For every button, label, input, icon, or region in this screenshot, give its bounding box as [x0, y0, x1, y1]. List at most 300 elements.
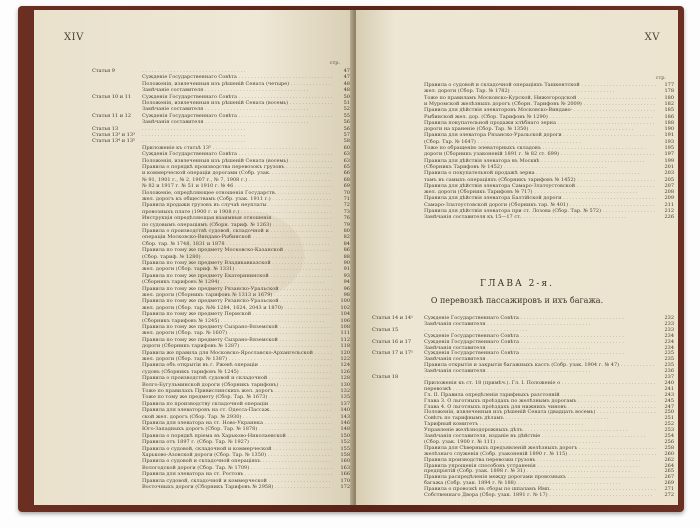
toc-entry-page: 201: [664, 163, 674, 170]
toc-entry-page: 143: [340, 413, 350, 420]
toc-entry-page: 265: [664, 468, 674, 475]
toc-entry-page: 51: [343, 100, 350, 106]
toc-entry: [34, 94, 354, 100]
toc-entry-page: 226: [664, 214, 674, 221]
toc-entry-page: 112: [340, 336, 350, 343]
toc-entry-page: 258: [664, 444, 674, 451]
toc-entry: [34, 254, 354, 260]
toc-entry-page: 254: [664, 433, 674, 439]
toc-entry-article: Статья 15: [372, 326, 399, 333]
toc-entry-page: 197: [664, 151, 674, 158]
toc-entry: [34, 151, 354, 157]
toc-entry: [34, 350, 354, 356]
toc-entry-page: 237: [664, 374, 674, 380]
toc-entry-title: [142, 132, 332, 138]
toc-entry-page: 57: [343, 132, 350, 138]
right-page-number: XV: [644, 32, 660, 43]
toc-entry: [34, 81, 354, 87]
toc-entry-page: 120: [340, 349, 350, 356]
toc-entry-page: 177: [664, 82, 674, 88]
toc-entry-title: Сбор. тар. № 1748, 1831 и 1878 . . .: [142, 241, 332, 247]
toc-entry-title: Правила о порядкѣ пріема въ Харьково-Николаевской . . .: [142, 433, 332, 439]
toc-entry: [34, 465, 354, 471]
toc-entry: [34, 279, 354, 285]
toc-entry-title: жел. дороги (Сбор. тар. № 1387) . . .: [142, 356, 332, 362]
toc-entry: [34, 375, 354, 381]
toc-entry: [34, 484, 354, 490]
toc-entry: [356, 82, 678, 88]
toc-entry-page: 128: [340, 375, 350, 382]
toc-entry-page: 58: [343, 138, 350, 145]
toc-entry-page: 118: [340, 343, 350, 350]
toc-entry-title: Совѣтъ по тарифнымъ дѣламъ . . .: [424, 415, 656, 421]
toc-entry-page: 172: [340, 484, 350, 490]
toc-entry: [356, 208, 678, 214]
toc-entry: [356, 492, 678, 498]
toc-entry-page: 247: [664, 403, 674, 410]
toc-entry-title: (Сбор. тариф. № 1280) . . .: [142, 254, 332, 260]
toc-entry-title: Правила для элеваторовъ на ст. Одесса-Пассаж. . . .: [142, 407, 332, 413]
toc-entry-title: [142, 68, 332, 74]
toc-entry-title: Положеніе, опредѣляющее отношенія Государств. . . .: [142, 190, 332, 196]
toc-entry-title: Правила для дѣйствія элеваторовъ Московско-Виндаво- . . .: [424, 107, 656, 113]
toc-entry-page: 96: [343, 285, 350, 292]
toc-entry-title: (Сборникъ Тарифовъ № 1452) . . .: [424, 164, 656, 170]
toc-entry-title: (Сборникъ тарифовъ № 1245) . . .: [142, 318, 332, 324]
toc-entry: [34, 446, 354, 452]
toc-entry-page: 111: [340, 330, 350, 337]
toc-entry-page: 56: [343, 119, 350, 126]
toc-entry-page: 150: [340, 432, 350, 439]
toc-entry-title: Правила для элеватора на ст. Ростовъ . . .: [142, 471, 332, 477]
toc-entry-title: Сужденіе Государственнаго Совѣта . . .: [424, 333, 656, 339]
toc-entry-title: жел. дороги (Сбор. Тар. № 1782) . . .: [424, 88, 656, 94]
toc-entry-page: 186: [664, 113, 674, 120]
toc-entry-page: 205: [664, 176, 674, 183]
left-page-number: XIV: [64, 32, 84, 43]
toc-entry-title: Правила для дѣйствія элеватора въ Москвѣ . . .: [424, 158, 656, 164]
toc-entry-page: 47: [343, 68, 350, 74]
toc-entry-title: дороги на храненіе (Сбор. Тар. № 1350) . . .: [424, 126, 656, 132]
toc-entry-page: 190: [664, 126, 674, 133]
toc-entry-page: 193: [664, 138, 674, 145]
toc-entry-page: 180: [664, 94, 674, 101]
toc-entry-page: 271: [664, 486, 674, 493]
toc-entry-title: Правила для Сѣверныхъ предъявленій желѣзныхъ дорогъ . . .: [424, 445, 656, 451]
toc-entry-page: 148: [340, 426, 350, 433]
toc-entry-page: 252: [664, 421, 674, 428]
toc-entry: [34, 119, 354, 125]
toc-entry: [34, 68, 354, 74]
toc-entry-page: 235: [664, 356, 674, 363]
toc-entry-title: Замѣчанія составителя . . .: [424, 345, 656, 351]
toc-entry-title: Глава 4. О льготныхъ проѣздахъ для нижнихъ чиновъ . . .: [424, 404, 656, 410]
toc-entry: [34, 369, 354, 375]
toc-entry-title: Правила открытія и закрытія багажныхъ кассъ (Собр. узак. 1904 г. № 47) . . .: [424, 362, 656, 368]
toc-entry-title: Правила по тому же предмету Екатерининской . . .: [142, 273, 332, 279]
toc-entry-title: Правила по тому же предмету Пермской . . .: [142, 311, 332, 317]
toc-entry-page: 98: [343, 292, 350, 298]
toc-entry-article: Статья 9: [92, 68, 115, 74]
toc-entry-title: Глава 3. О льготныхъ проѣздахъ по желѣзнымъ дорогамъ . . .: [424, 398, 656, 404]
toc-entry-title: Замѣчаніе составителя . . .: [142, 106, 332, 112]
toc-entry-page: 256: [664, 438, 674, 445]
toc-entry-page: 212: [664, 208, 674, 214]
toc-entry: [34, 209, 354, 215]
toc-entry-page: 236: [664, 368, 674, 375]
toc-entry-page: 56: [343, 125, 350, 132]
toc-entry-title: (Сбор. Тар. № 1647) . . .: [424, 139, 656, 145]
toc-entry-title: Положенія, извлеченныя изъ рѣшеній Сената (восемь) . . .: [142, 158, 332, 164]
toc-entry-title: № 91, 1901 г., № 2, 1907 г., № 7, 1908 г.) . . .: [142, 177, 332, 183]
toc-entry: [356, 120, 678, 126]
right-page: [356, 10, 678, 505]
toc-entry-title: предпріятій (Собр. узак. 1898 г. № 31) . . .: [424, 468, 656, 474]
toc-entry-title: Правила по тому же предмету Московско-Казанской . . .: [142, 247, 332, 253]
toc-entry-page: 188: [664, 119, 674, 126]
toc-entry: [34, 202, 354, 208]
toc-entry-page: 253: [664, 427, 674, 434]
toc-entry-title: Правила о покупательной продажѣ зерна . . .: [424, 170, 656, 176]
toc-entry-title: Правила распредѣленія между дорогами провозныхъ . . .: [424, 474, 656, 480]
toc-entry-title: Восточныхъ дороги (Сборникъ Тарифовъ № 2958) . . .: [142, 484, 332, 490]
toc-entry-title: Правила отъ 1897 г. (Сбор. Тар. № 1927) . . .: [142, 439, 332, 445]
toc-entry: [34, 247, 354, 253]
toc-entry-page: 72: [343, 202, 350, 209]
toc-entry: [34, 330, 354, 336]
toc-entry-article: Статья 13³ и 13³: [92, 132, 136, 138]
toc-entry-page: 234: [664, 338, 674, 345]
toc-entry-page: 260: [664, 450, 674, 457]
toc-entry-title: (Сборникъ тарифовъ № 1294) . . .: [142, 279, 332, 285]
toc-entry: [356, 195, 678, 201]
toc-entry-title: Управленіе желѣзнодорожныхъ дѣлъ . . .: [424, 427, 656, 433]
toc-entry-page: 63: [343, 157, 350, 164]
toc-entry: [34, 113, 354, 119]
toc-entry: [356, 95, 678, 101]
toc-entry: [356, 177, 678, 183]
toc-entry-title: Правила по тому же предмету Рязанско-Уральской . . .: [142, 298, 332, 304]
toc-entry-page: 166: [340, 471, 350, 478]
toc-entry-page: 65: [343, 164, 350, 170]
toc-entry-page: 100: [340, 298, 350, 305]
toc-entry-page: 195: [664, 145, 674, 151]
toc-entry: [356, 101, 678, 107]
toc-entry-title: Правила по тому же предмету Владикавказской . . .: [142, 260, 332, 266]
toc-entry-page: 69: [343, 183, 350, 190]
toc-entry-title: Замѣчанія составителя . . .: [142, 119, 332, 125]
toc-entry: [34, 177, 354, 183]
toc-entry-page: 84: [343, 240, 350, 247]
toc-entry-title: Правила объ открытіи въ г. Ржевѣ операціи . . .: [142, 362, 332, 368]
toc-entry-page: 191: [664, 132, 674, 139]
toc-entry-title: Положенія, извлеченныя изъ рѣшеній Сената (двадцать восемь) . . .: [424, 409, 656, 415]
toc-entry: [34, 292, 354, 298]
toc-entry: [34, 100, 354, 106]
toc-entry-title: Правила упрощенія способовъ устраненія . . .: [424, 463, 656, 469]
toc-entry-page: 91: [343, 266, 350, 273]
toc-entry-page: 102: [340, 304, 350, 311]
toc-entry-title: № 82 и 1917 г. № 51 и 1910 г. № 46 . . .: [142, 183, 332, 189]
toc-entry-page: 163: [340, 464, 350, 471]
toc-entry: [34, 138, 354, 144]
toc-entry: [34, 356, 354, 362]
toc-entry-page: 106: [340, 317, 350, 324]
toc-entry: [356, 126, 678, 132]
toc-entry-page: 235: [664, 362, 674, 369]
toc-entry-title: Приложенія къ ст. 18 (примѣч.). Гл. I. Положеніе о . . .: [424, 380, 656, 386]
toc-entry-title: Тоже по правилахъ Привислинскихъ жел. дорогъ . . .: [142, 388, 332, 394]
toc-entry: [356, 183, 678, 189]
toc-entry-title: жел. дороги (Сбор. тариф. № 1331) . . .: [142, 266, 332, 272]
toc-entry-page: 264: [664, 462, 674, 469]
toc-entry: [34, 433, 354, 439]
toc-entry-article: Статья 17 и 17¹: [372, 350, 414, 357]
toc-entry-article: Статья 13⁴ и 13⁵: [92, 138, 136, 145]
toc-entry: [356, 139, 678, 145]
toc-entry-title: тамъ въ самыхъ операціяхъ (Сборникъ тарифовъ № 1452) . . .: [424, 177, 656, 183]
toc-entry-page: 207: [664, 182, 674, 189]
toc-entry-page: 60: [343, 144, 350, 151]
toc-entry: [34, 439, 354, 445]
toc-entry: [34, 132, 354, 138]
toc-entry-title: Собственнаго Двора (Сбор. узак. 1891 г. № 17) . . .: [424, 492, 656, 498]
toc-entry-page: 250: [664, 409, 674, 416]
right-column-header: стр.: [655, 75, 666, 81]
toc-entry-page: 63: [343, 151, 350, 158]
toc-entry: [34, 215, 354, 221]
toc-entry: [34, 318, 354, 324]
toc-entry-page: 104: [340, 311, 350, 318]
toc-entry-article: Статья 10 и 11: [92, 93, 132, 100]
toc-entry-title: операціи Московско-Виндаво-Рыбинской . . .: [142, 234, 332, 240]
toc-entry-title: [142, 138, 332, 144]
toc-entry: [34, 414, 354, 420]
toc-entry-title: Правила производства перевозки грузовъ . . .: [424, 457, 656, 463]
toc-entry-page: 182: [664, 100, 674, 107]
toc-entry: [34, 305, 354, 311]
toc-entry: [356, 164, 678, 170]
toc-entry-title: Сужденія Государственнаго Совѣта . . .: [142, 94, 332, 100]
toc-entry-title: Замѣчанія составителя . . .: [424, 321, 656, 327]
toc-entry-page: 209: [664, 195, 674, 202]
toc-entry-title: Правила о производствѣ судовой, складочной и . . .: [142, 228, 332, 234]
toc-entry: [34, 452, 354, 458]
toc-entry-title: Правила по тому же предмету Сызрано-Вяземской . . .: [142, 324, 332, 330]
toc-entry-page: 90: [343, 260, 350, 266]
toc-entry: [34, 343, 354, 349]
toc-entry-page: 234: [664, 344, 674, 351]
toc-entry-title: Правила о провозкѣ въ сборы по шпаламъ Имп. . . .: [424, 486, 656, 492]
toc-entry-title: Правила о судовой и складочной операціяхъ . . .: [142, 458, 332, 464]
toc-entry-page: 146: [340, 420, 350, 426]
toc-entry-title: Правила для элеватора Рязанско-Уральской дороги . . .: [424, 132, 656, 138]
toc-entry-title: Вологодской дороги (Сбор. Тар. № 1709) . . .: [142, 465, 332, 471]
toc-entry-title: багажа (Собр. узак. 1894 г. № 188) . . .: [424, 480, 656, 486]
toc-entry-title: Положенія, извлеченныя изъ рѣшеній Сената (четыре) . . .: [142, 81, 332, 87]
toc-entry: [356, 170, 678, 176]
toc-entry-page: 240: [664, 379, 674, 386]
toc-entry-page: 73: [343, 208, 350, 215]
toc-entry-title: Тоже по обращенію элеваторныхъ складовъ . . .: [424, 145, 656, 151]
toc-entry-title: Правила о судовой и складочной операціяхъ Ташкентской . . .: [424, 82, 656, 88]
toc-entry-title: жел. дороги (Сборникъ Тарифовъ № 717) . . .: [424, 189, 656, 195]
toc-entry: [34, 183, 354, 189]
chapter-subtitle: О перевозкѣ пассажировъ и ихъ багажа.: [430, 296, 604, 305]
toc-entry-title: Правила судовой, складочной и коммерческой . . .: [142, 478, 332, 484]
toc-entry: [356, 158, 678, 164]
toc-entry-page: 251: [664, 415, 674, 422]
toc-entry-title: жел. дороги (Сбор. тар. №№ 1284, 1624, 2043 и 1870) . . .: [142, 305, 332, 311]
toc-entry: [34, 324, 354, 330]
toc-entry: [34, 420, 354, 426]
toc-entry: [356, 202, 678, 208]
toc-entry-page: 79: [343, 221, 350, 228]
toc-entry-title: Сужденія Государственнаго Совѣта . . .: [424, 339, 656, 345]
toc-entry-page: 66: [343, 170, 350, 177]
toc-entry-title: Тарифный комитетъ . . .: [424, 421, 656, 427]
toc-entry: [34, 222, 354, 228]
toc-entry-title: и коммерческой операціи дорогами (Собр. узак. . . .: [142, 170, 332, 176]
toc-entry-title: Правила для дѣйствія элеватора Балтійской дороги . . .: [424, 195, 656, 201]
toc-entry-title: Замѣчанія составителя . . .: [424, 356, 656, 362]
toc-entry-title: дороги (Сборникъ тарифовъ № 1287) . . .: [142, 343, 332, 349]
toc-entry-page: 267: [664, 474, 674, 481]
toc-entry-page: 47: [343, 74, 350, 81]
toc-entry: [34, 145, 354, 151]
toc-entry-page: 235: [664, 350, 674, 357]
toc-entry: [34, 478, 354, 484]
toc-entry-title: Замѣчанія составителя . . .: [424, 368, 656, 374]
toc-entry-page: 52: [343, 106, 350, 113]
toc-entry: [34, 388, 354, 394]
toc-entry: [356, 107, 678, 113]
toc-entry-page: 55: [343, 112, 350, 119]
toc-entry-page: 262: [664, 456, 674, 463]
toc-entry: [34, 126, 354, 132]
toc-entry-page: 132: [340, 388, 350, 394]
toc-entry: [34, 164, 354, 170]
toc-entry: [34, 458, 354, 464]
toc-entry-title: Гл. II. Правила опредѣленія тарифныхъ разстояній . . .: [424, 392, 656, 398]
toc-entry-title: Самаро-Златоустовской дороги (Сборникъ тар. № 401) . . .: [424, 202, 656, 208]
toc-entry-title: Харьково-Азовской дороги (Сбор. Тар. № 1350) . . .: [142, 452, 332, 458]
toc-entry: [34, 158, 354, 164]
toc-entry-page: 124: [340, 362, 350, 369]
toc-entry-title: Рыбинской жел. дор. (Сбор. Тарифовъ № 1290) . . .: [424, 114, 656, 120]
toc-entry: [34, 471, 354, 477]
toc-entry: [34, 311, 354, 317]
chapter-title: ГЛАВА 2-я.: [480, 279, 554, 289]
toc-entry-title: [142, 126, 332, 132]
toc-entry-page: 140: [340, 407, 350, 414]
toc-entry-title: перевозкѣ . . .: [424, 386, 656, 392]
toc-entry-article: Статья 14 и 14¹: [372, 315, 414, 321]
toc-entry-page: 126: [340, 368, 350, 375]
toc-entry: [356, 214, 678, 220]
toc-entry-title: Приложеніе къ статьѣ 13⁵ . . .: [142, 145, 332, 151]
toc-entry: [34, 273, 354, 279]
toc-entry: [34, 286, 354, 292]
toc-entry: [34, 382, 354, 388]
toc-entry-page: 122: [340, 356, 350, 362]
toc-entry: [34, 362, 354, 368]
toc-entry-page: 82: [343, 234, 350, 241]
toc-entry: [34, 394, 354, 400]
toc-entry-title: Правила для дѣйствія элеватора при ст. Лозова (Сбор. Тар. № 572) . . .: [424, 208, 656, 214]
toc-entry-page: 208: [664, 189, 674, 196]
toc-entry: [356, 132, 678, 138]
toc-entry-title: и Муромской желѣзныхъ дорогъ (Сборн. Тарифовъ № 2009) . . .: [424, 101, 656, 107]
toc-entry-page: 241: [664, 385, 674, 392]
toc-entry-title: Волго-Бугульминской дороги (Сборникъ тарифовъ) . . .: [142, 382, 332, 388]
toc-entry-page: 243: [664, 391, 674, 398]
toc-entry-title: Юго-Западныхъ дорогъ (Сбор. Тар. № 1878) . . .: [142, 426, 332, 432]
toc-entry-page: 233: [664, 320, 674, 327]
toc-entry: [34, 337, 354, 343]
toc-entry: [34, 401, 354, 407]
toc-entry-page: 170: [340, 477, 350, 484]
toc-entry-title: жел. дороги (Сбор. тар. № 1607) . . .: [142, 330, 332, 336]
toc-entry-title: Правила о судовой, складочной и коммерческой . . .: [142, 446, 332, 452]
toc-entry: [356, 189, 678, 195]
toc-entry-title: Правила для дѣйствія элеватора Самаро-Златоустовской . . .: [424, 183, 656, 189]
toc-entry-page: 130: [340, 381, 350, 388]
toc-entry-title: провозныхъ плате (1900 г. и 1908 г.) . . .: [142, 209, 332, 215]
toc-entry-page: 160: [340, 458, 350, 465]
toc-entry-page: 80: [343, 228, 350, 234]
left-page: [34, 10, 354, 505]
toc-entry-page: 211: [664, 201, 674, 208]
toc-entry-page: 93: [343, 272, 350, 279]
toc-entry-title: Правила для элеватора на ст. Ново-Украинка . . .: [142, 420, 332, 426]
toc-entry: [34, 106, 354, 112]
toc-entry: [34, 260, 354, 266]
toc-entry-page: 76: [343, 215, 350, 222]
toc-entry-title: Тоже по правиламъ Московско-Курской, Нижегородской . . .: [424, 95, 656, 101]
toc-entry: [34, 241, 354, 247]
toc-entry-page: 86: [343, 247, 350, 254]
toc-entry-page: 50: [343, 93, 350, 100]
toc-entry-page: 158: [340, 452, 350, 458]
toc-entry-page: 88: [343, 253, 350, 260]
toc-entry: [34, 87, 354, 93]
toc-entry: [34, 228, 354, 234]
toc-entry-title: Правила по тому же предмету Сызрано-Вяземской . . .: [142, 337, 332, 343]
toc-entry-page: 234: [664, 332, 674, 339]
toc-entry-title: Сужденія Государственнаго Совѣта . . .: [424, 350, 656, 356]
toc-entry-title: Правила же правила для Московско-Ярославско-Архангельской . . .: [142, 350, 332, 356]
toc-entry-page: 48: [343, 87, 350, 94]
toc-entry-title: Правила о порядкѣ производства перевозокъ грузовъ . . .: [142, 164, 332, 170]
toc-entry-title: ской жел. дорогъ (Сбор. Тар. № 2930) . . .: [142, 414, 332, 420]
toc-entry-title: Замѣчаніе составителя . . .: [142, 87, 332, 93]
toc-entry-title: жел. дорогъ къ обществамъ (Собр. узак. 1911 г.) . . .: [142, 196, 332, 202]
toc-entry: [356, 88, 678, 94]
toc-entry: [34, 196, 354, 202]
toc-entry-page: 152: [340, 439, 350, 446]
toc-entry-page: 245: [664, 397, 674, 404]
toc-entry: [34, 407, 354, 413]
toc-entry-page: 203: [664, 170, 674, 177]
toc-entry-title: дороги (Сборникъ узаконеній 1891 г. № 82 ст. 699) . . .: [424, 151, 656, 157]
toc-entry-title: Замѣчанія составителя, изданіе въ дѣйствіе . . .: [424, 433, 656, 439]
toc-entry: [34, 234, 354, 240]
toc-entry-page: 48: [343, 80, 350, 87]
toc-entry: [34, 266, 354, 272]
toc-entry-title: Сужденія Государственнаго Совѣта . . .: [142, 151, 332, 157]
toc-entry-title: жел. дороги (Сборникъ тарифовъ № 1313 и 1679) . . .: [142, 292, 332, 298]
